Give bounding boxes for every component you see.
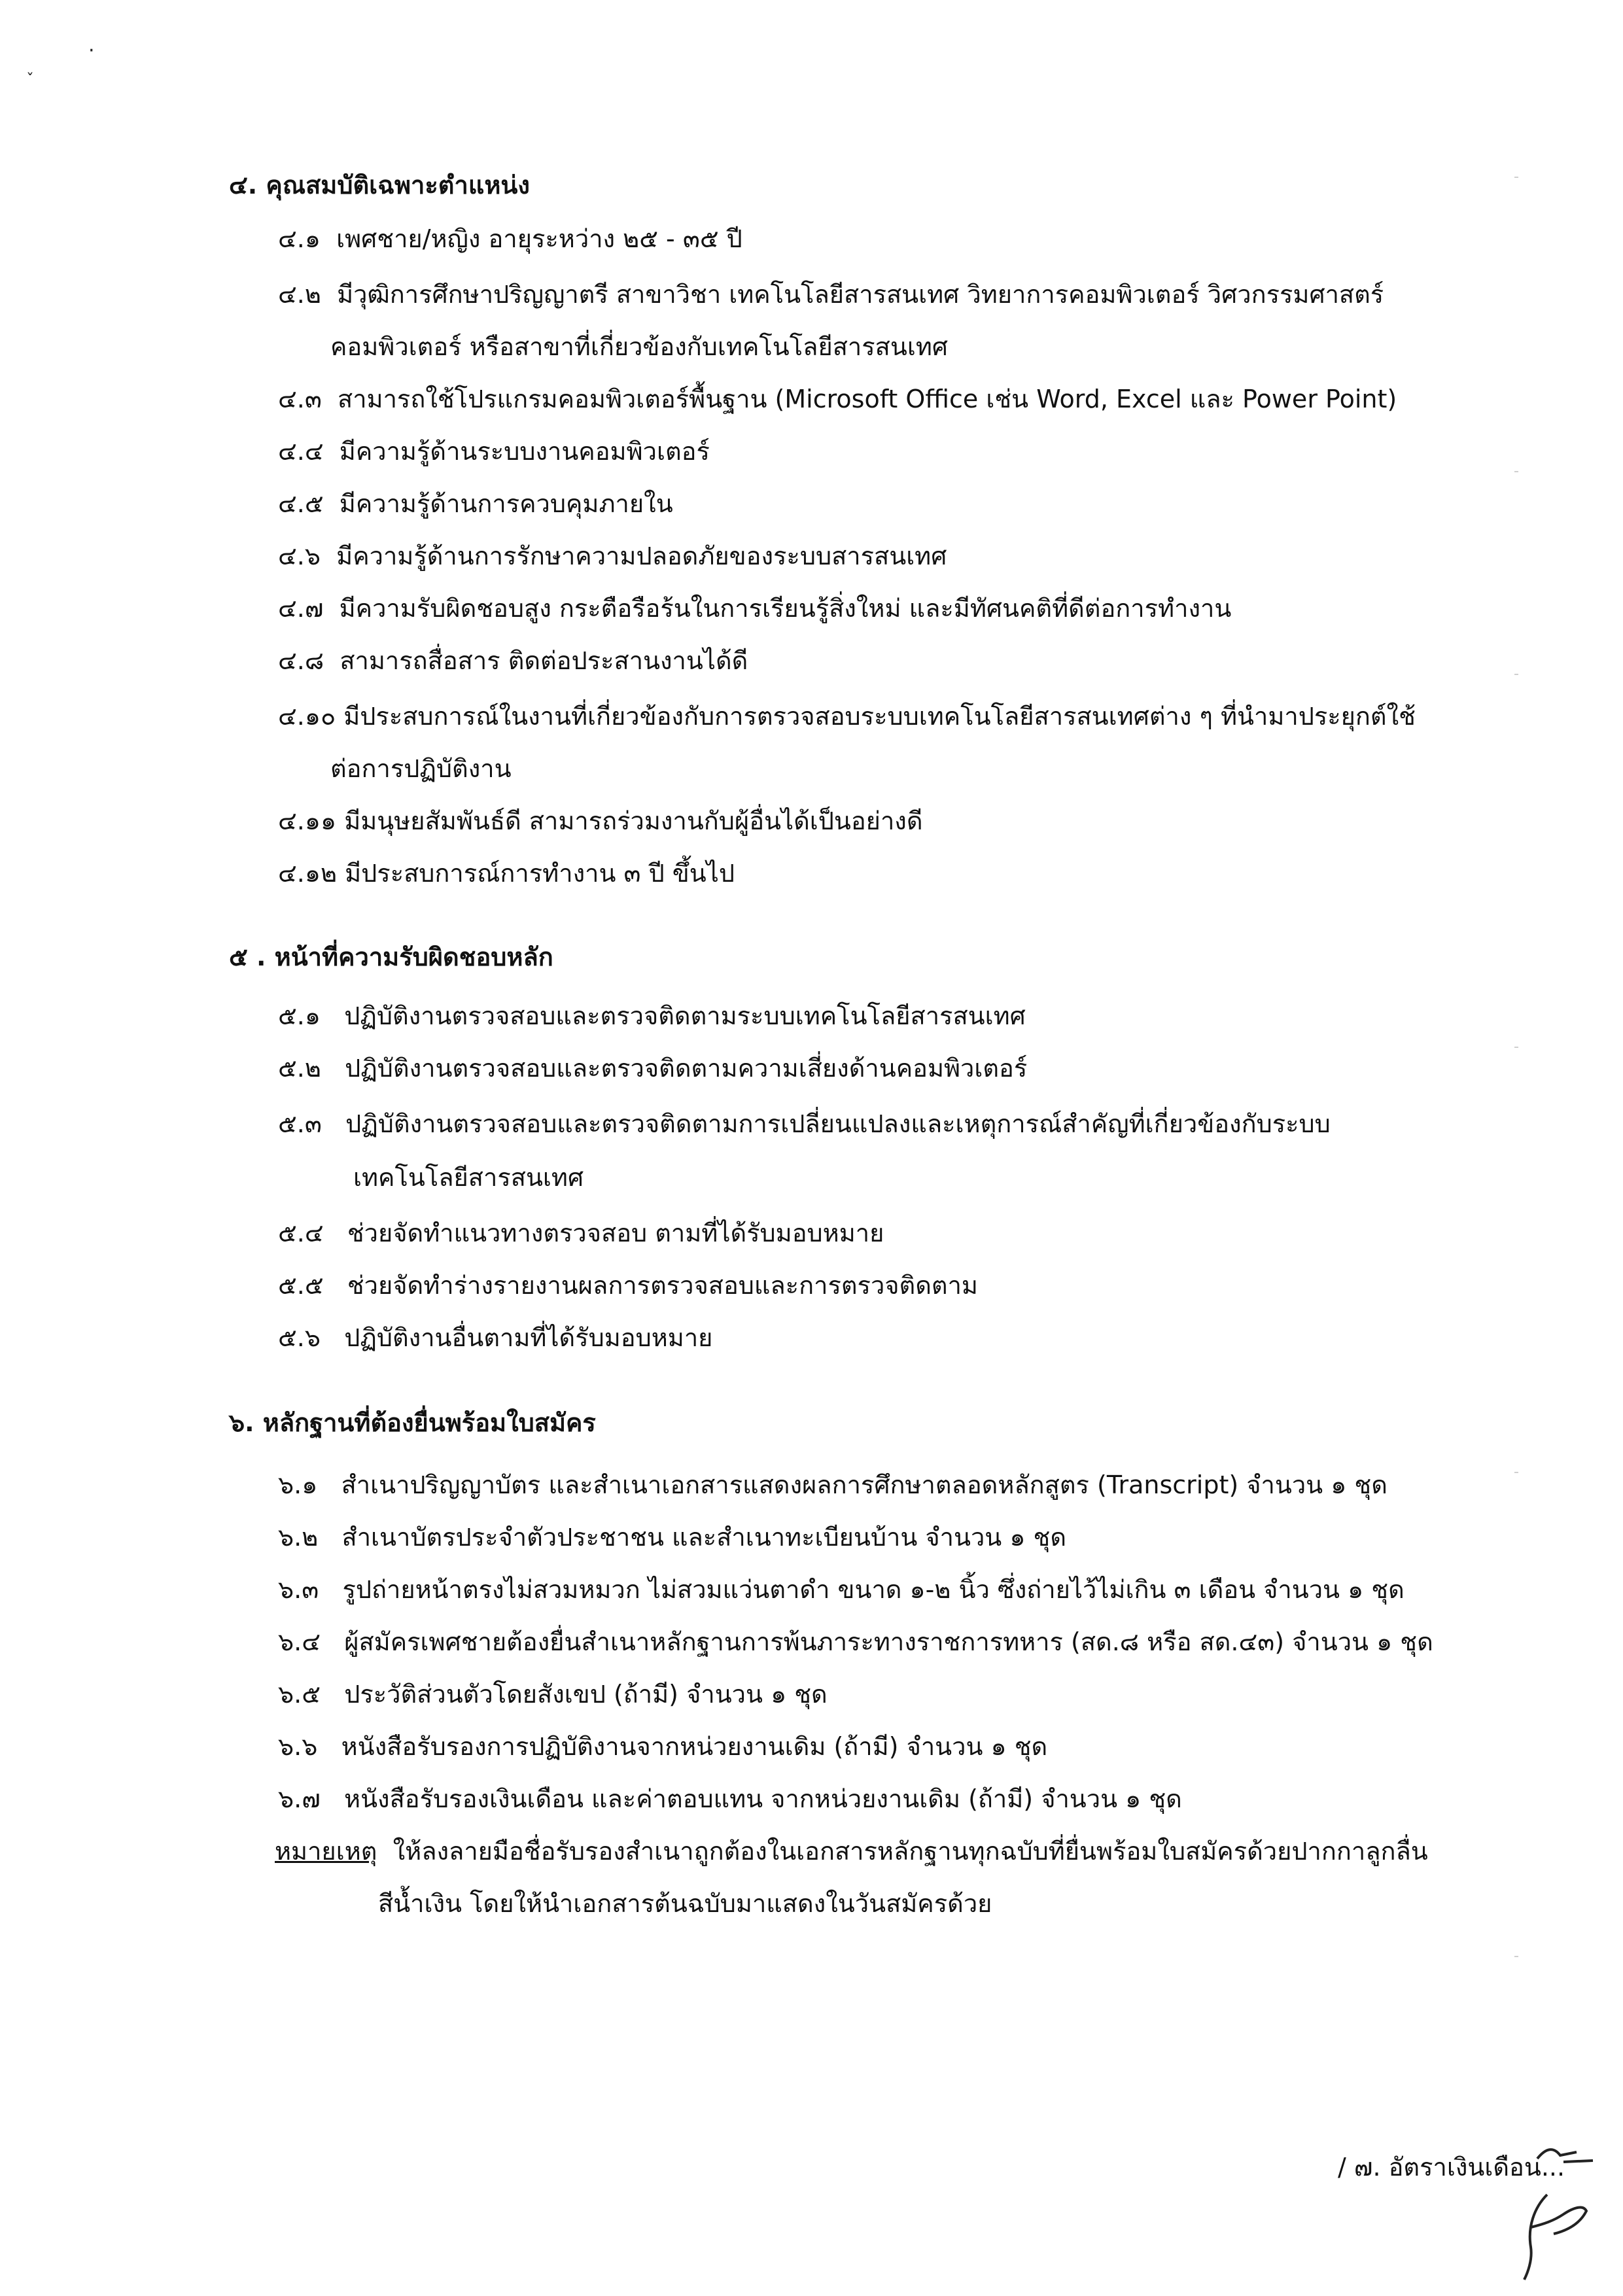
item-text: มีประสบการณ์การทำงาน ๓ ปี ขึ้นไป <box>345 859 735 888</box>
item-text: มีประสบการณ์ในงานที่เกี่ยวข้องกับการตรวจสอบระบบเทคโนโลยีสารสนเทศต่าง ๆ ที่นำมาประยุกต์ใช้ <box>343 702 1416 731</box>
item-number: ๖.๗ <box>278 1784 321 1813</box>
handwritten-initials <box>1508 2188 1599 2286</box>
item-number: ๔.๔ <box>278 437 324 466</box>
item-6-4 <box>278 1626 1433 1658</box>
item-6-2 <box>278 1521 1066 1554</box>
item-6-7 <box>278 1783 1182 1815</box>
scan-edge-dot <box>1514 1956 1518 1957</box>
section-5-heading: ๕ . หน้าที่ความรับผิดชอบหลัก <box>229 943 553 971</box>
item-6-1 <box>278 1469 1387 1501</box>
item-6-6 <box>278 1730 1047 1763</box>
item-number: ๖.๑ <box>278 1470 318 1499</box>
item-text: หนังสือรับรองการปฏิบัติงานจากหน่วยงานเดิม (ถ้ามี) จำนวน ๑ ชุด <box>341 1732 1048 1761</box>
item-number: ๖.๔ <box>278 1627 321 1656</box>
item-5-3 <box>278 1107 1331 1140</box>
item-text: สามารถใช้โปรแกรมคอมพิวเตอร์พื้นฐาน (Microsoft Office เช่น Word, Excel และ Power Point) <box>338 385 1397 413</box>
item-number: ๕.๖ <box>278 1323 321 1352</box>
scan-edge-dot <box>1514 471 1518 472</box>
item-number: ๖.๓ <box>278 1575 319 1604</box>
item-4-3 <box>278 383 1397 415</box>
item-text: สำเนาปริญญาบัตร และสำเนาเอกสารแสดงผลการศึกษาตลอดหลักสูตร (Transcript) จำนวน ๑ ชุด <box>341 1470 1387 1499</box>
item-4-2-continuation: คอมพิวเตอร์ หรือสาขาที่เกี่ยวข้องกับเทคโนโลยีสารสนเทศ <box>330 332 948 361</box>
item-number: ๖.๖ <box>278 1732 318 1761</box>
item-text: สามารถสื่อสาร ติดต่อประสานงานได้ดี <box>340 646 748 675</box>
scan-edge-dot <box>1514 1047 1518 1048</box>
item-4-2 <box>278 278 1384 311</box>
note-continuation: สีน้ำเงิน โดยให้นำเอกสารต้นฉบับมาแสดงในวันสมัครด้วย <box>378 1889 992 1918</box>
item-text: ประวัติส่วนตัวโดยสังเขป (ถ้ามี) จำนวน ๑ ชุด <box>344 1680 828 1709</box>
item-text: มีความรับผิดชอบสูง กระตือรือร้นในการเรียนรู้สิ่งใหม่ และมีทัศนคติที่ดีต่อการทำงาน <box>339 594 1232 623</box>
item-number: ๖.๒ <box>278 1523 319 1552</box>
section-6-heading: ๖. หลักฐานที่ต้องยื่นพร้อมใบสมัคร <box>229 1408 596 1437</box>
handwritten-mark <box>1531 2136 1603 2175</box>
item-number: ๔.๗ <box>278 594 324 623</box>
item-number: ๔.๑๑ <box>278 807 337 835</box>
item-text: ปฏิบัติงานตรวจสอบและตรวจติดตามความเสี่ยงด้านคอมพิวเตอร์ <box>345 1054 1028 1083</box>
item-text: ช่วยจัดทำร่างรายงานผลการตรวจสอบและการตรวจติดตาม <box>347 1271 978 1300</box>
item-text: มีความรู้ด้านการรักษาความปลอดภัยของระบบสารสนเทศ <box>336 542 947 570</box>
item-number: ๔.๓ <box>278 385 322 413</box>
section-4-heading: ๔. คุณสมบัติเฉพาะตำแหน่ง <box>229 171 530 200</box>
item-text: ปฏิบัติงานตรวจสอบและตรวจติดตามระบบเทคโนโลยีสารสนเทศ <box>344 1001 1026 1030</box>
item-4-5 <box>278 487 673 520</box>
item-text: ปฏิบัติงานอื่นตามที่ได้รับมอบหมาย <box>344 1323 713 1352</box>
item-number: ๔.๑๐ <box>278 702 336 731</box>
scan-dot: · <box>88 39 95 62</box>
note-label: หมายเหตุ <box>275 1837 377 1866</box>
item-number: ๕.๓ <box>278 1109 322 1138</box>
item-4-6 <box>278 540 947 572</box>
item-4-10 <box>278 700 1416 733</box>
item-5-1 <box>278 1000 1026 1032</box>
item-5-3-continuation: เทคโนโลยีสารสนเทศ <box>353 1163 584 1192</box>
item-number: ๔.๑๒ <box>278 859 338 888</box>
item-6-5 <box>278 1678 828 1711</box>
item-number: ๕.๕ <box>278 1271 324 1300</box>
item-text: ผู้สมัครเพศชายต้องยื่นสำเนาหลักฐานการพ้นภาระทางราชการทหาร (สด.๘ หรือ สด.๔๓) จำนวน ๑ ชุด <box>344 1627 1433 1656</box>
item-text: มีความรู้ด้านการควบคุมภายใน <box>339 489 673 518</box>
item-text: เพศชาย/หญิง อายุระหว่าง ๒๕ - ๓๕ ปี <box>336 224 742 253</box>
item-5-4 <box>278 1217 884 1249</box>
item-4-7 <box>278 592 1231 625</box>
item-6-3 <box>278 1573 1405 1606</box>
item-4-1 <box>278 222 742 255</box>
item-number: ๔.๒ <box>278 280 321 309</box>
scan-edge-dot <box>1514 674 1518 675</box>
item-text: มีมนุษยสัมพันธ์ดี สามารถร่วมงานกับผู้อื่นได้เป็นอย่างดี <box>344 807 923 835</box>
item-4-11 <box>278 805 923 837</box>
item-text: ช่วยจัดทำแนวทางตรวจสอบ ตามที่ได้รับมอบหมาย <box>347 1219 884 1247</box>
item-5-5 <box>278 1269 978 1302</box>
item-number: ๖.๕ <box>278 1680 321 1709</box>
next-page-reference: / ๗. อัตราเงินเดือน... <box>1338 2153 1565 2182</box>
scan-edge-dot <box>1514 1472 1518 1473</box>
item-number: ๔.๖ <box>278 542 321 570</box>
item-4-4 <box>278 435 710 468</box>
note-text: ให้ลงลายมือชื่อรับรองสำเนาถูกต้องในเอกสารหลักฐานทุกฉบับที่ยื่นพร้อมใบสมัครด้วยปากกาลูกลื่น <box>393 1837 1428 1866</box>
item-text: มีความรู้ด้านระบบงานคอมพิวเตอร์ <box>339 437 710 466</box>
item-text: รูปถ่ายหน้าตรงไม่สวมหมวก ไม่สวมแว่นตาดำ ขนาด ๑-๒ นิ้ว ซึ่งถ่ายไว้ไม่เกิน ๓ เดือน จำนวน ๑ ชุด <box>342 1575 1405 1604</box>
scan-tick: ˇ <box>26 71 34 89</box>
item-4-10-continuation: ต่อการปฏิบัติงาน <box>330 754 512 783</box>
item-text: หนังสือรับรองเงินเดือน และค่าตอบแทน จากหน่วยงานเดิม (ถ้ามี) จำนวน ๑ ชุด <box>344 1784 1182 1813</box>
item-4-12 <box>278 857 735 890</box>
item-text: ปฏิบัติงานตรวจสอบและตรวจติดตามการเปลี่ยนแปลงและเหตุการณ์สำคัญที่เกี่ยวข้องกับระบบ <box>345 1109 1331 1138</box>
item-5-2 <box>278 1052 1027 1085</box>
item-number: ๔.๕ <box>278 489 324 518</box>
item-4-8 <box>278 644 748 677</box>
scan-edge-dot <box>1514 177 1518 178</box>
item-number: ๔.๘ <box>278 646 324 675</box>
item-number: ๔.๑ <box>278 224 321 253</box>
item-number: ๕.๑ <box>278 1001 321 1030</box>
item-number: ๕.๔ <box>278 1219 324 1247</box>
note <box>275 1835 1428 1868</box>
item-text: มีวุฒิการศึกษาปริญญาตรี สาขาวิชา เทคโนโลยีสารสนเทศ วิทยาการคอมพิวเตอร์ วิศวกรรมศาสตร์ <box>337 280 1384 309</box>
item-number: ๕.๒ <box>278 1054 321 1083</box>
item-text: สำเนาบัตรประจำตัวประชาชน และสำเนาทะเบียนบ้าน จำนวน ๑ ชุด <box>341 1523 1067 1552</box>
item-5-6 <box>278 1321 712 1354</box>
